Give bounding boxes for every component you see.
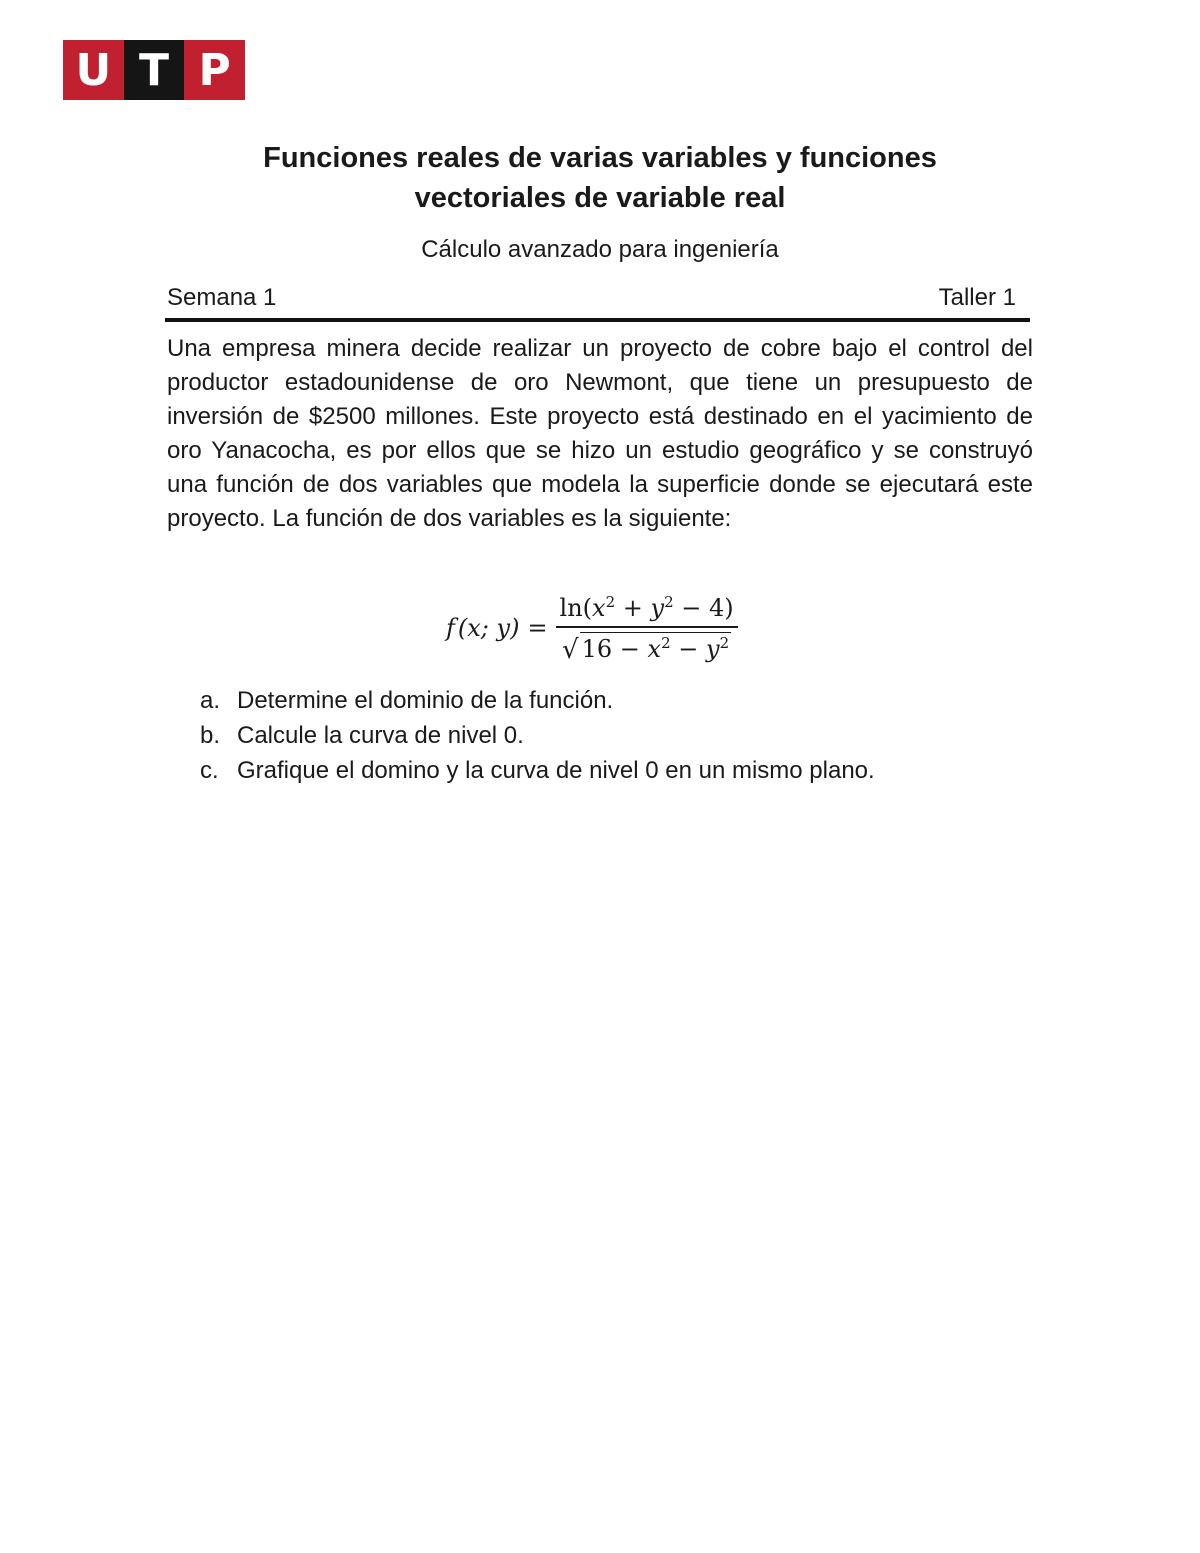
num-plus: + xyxy=(615,593,651,622)
function-formula xyxy=(446,588,738,668)
utp-logo xyxy=(63,40,245,100)
logo-letter-t: T xyxy=(124,40,185,100)
sqrt-symbol: √ xyxy=(562,634,579,665)
title-line-1: Funciones reales de varias variables y funciones xyxy=(263,142,937,174)
num-y-exp: 2 xyxy=(664,592,674,611)
formula-numerator xyxy=(556,594,738,626)
num-ln: ln( xyxy=(559,593,593,622)
formula-args: (x; y) xyxy=(457,614,520,642)
formula-denominator xyxy=(562,628,731,663)
problem-statement: Una empresa minera decide realizar un proyecto de cobre bajo el control del productor estadounidense de oro Newmont, que tiene un presupuesto de inversión de $2500 millones. Este proyecto está destinado en el yacimiento de oro Yanacocha, es por ellos que se hizo un estudio geográfico y se construyó una función de dos variables que modela la superficie donde se ejecutará este proyecto. La función de dos variables es la siguiente: xyxy=(167,335,1033,532)
logo-letter-u: U xyxy=(63,40,124,100)
num-y: y xyxy=(650,593,665,622)
den-minus: − xyxy=(670,634,706,663)
den-y: y xyxy=(706,634,720,663)
logo-letter-p: P xyxy=(184,40,245,100)
question-text: Determine el dominio de la función. xyxy=(237,687,614,714)
question-label: b. xyxy=(200,722,221,749)
course-subtitle: Cálculo avanzado para ingeniería xyxy=(421,236,779,263)
den-x-exp: 2 xyxy=(661,633,671,652)
den-lead: 16 − xyxy=(581,634,648,663)
week-label: Semana 1 xyxy=(167,284,277,311)
document-title xyxy=(150,138,1050,218)
num-x-exp: 2 xyxy=(605,592,616,611)
list-item xyxy=(200,718,875,753)
formula-f: f xyxy=(446,614,455,642)
radicand xyxy=(580,632,731,663)
den-x: x xyxy=(647,634,662,663)
formula-fraction xyxy=(556,594,738,663)
question-label: a. xyxy=(200,687,221,714)
list-item xyxy=(200,683,875,718)
list-item xyxy=(200,753,875,788)
question-list xyxy=(200,683,875,788)
question-text: Calcule la curva de nivel 0. xyxy=(237,722,524,749)
question-label: c. xyxy=(200,757,219,784)
question-text: Grafique el domino y la curva de nivel 0 en un mismo plano. xyxy=(237,757,875,784)
num-x: x xyxy=(592,593,606,622)
num-tail: − 4) xyxy=(673,593,734,622)
formula-equals: = xyxy=(527,614,548,642)
den-y-exp: 2 xyxy=(719,633,730,652)
header-divider xyxy=(165,318,1030,322)
title-line-2: vectoriales de variable real xyxy=(414,182,786,214)
workshop-label: Taller 1 xyxy=(938,284,1016,311)
